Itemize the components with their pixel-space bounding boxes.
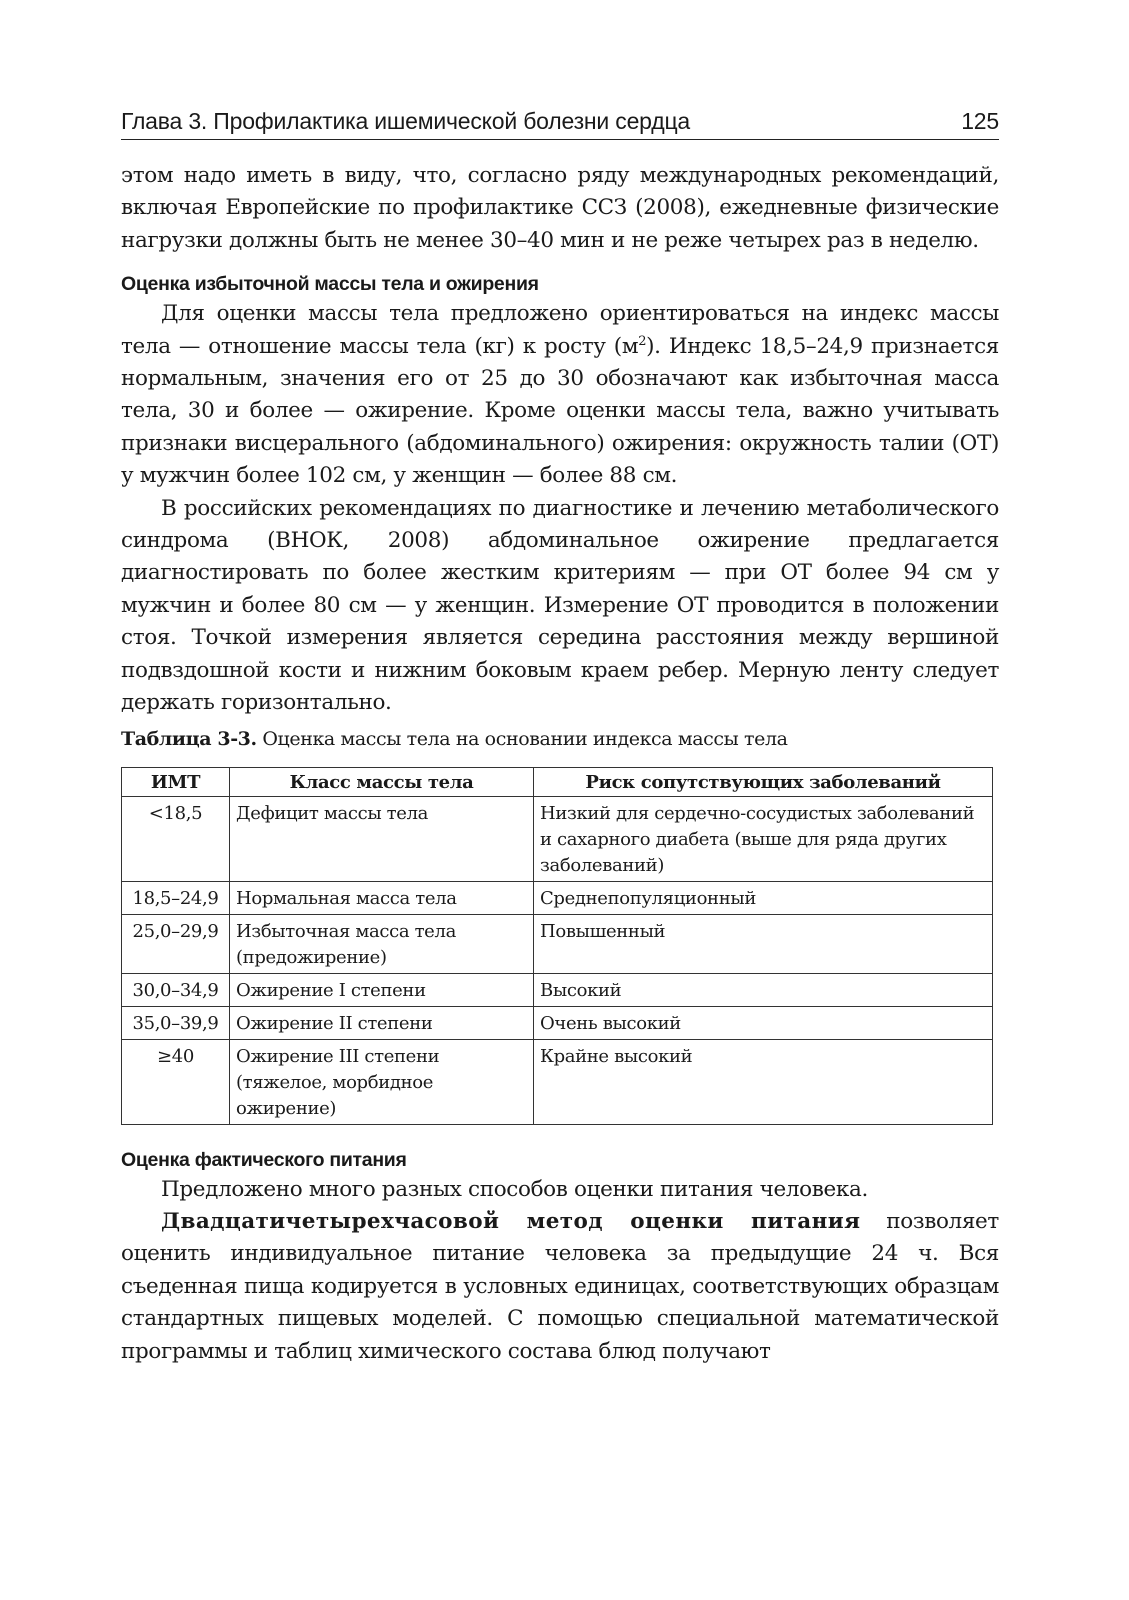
paragraph-bmi-part2: ). Индекс 18,5–24,9 признается нормальным, значения его от 25 до 30 обозначают как избыточная масса тела, 30 и более — ожирение. Кроме оценки массы тела, важно учитывать признаки висцерального (абдоминального) ожирения: окружность талии (ОТ) у мужчин более 102 см, у женщин — более 88 см. [121, 333, 999, 489]
table-row [122, 881, 993, 914]
table-row [122, 1006, 993, 1039]
table-row [122, 796, 993, 881]
header-risk: Риск сопутствующих заболеваний [534, 767, 993, 796]
running-head [121, 108, 999, 140]
paragraph-bmi [121, 298, 999, 492]
section-heading-obesity: Оценка избыточной массы тела и ожирения [121, 273, 539, 296]
table-caption [121, 728, 999, 750]
paragraph-24h-method-text: позволяет оценить индивидуальное питание человека за предыдущие 24 ч. Вся съеденная пища кодируется в условных единицах, соответствующих образцам стандартных пищевых моделей. С помощью специальной математической программы и таблиц химического состава блюд получают [121, 1208, 999, 1364]
cell-bmi: 18,5–24,9 [122, 881, 230, 914]
chapter-title: Глава 3. Профилактика ишемической болезни сердца [121, 108, 691, 134]
cell-bmi: ≥40 [122, 1039, 230, 1124]
table-row [122, 973, 993, 1006]
paragraph-continued: этом надо иметь в виду, что, согласно ряду международных рекомендаций, включая Европейские по профилактике ССЗ (2008), ежедневные физические нагрузки должны быть не менее 30–40 мин и не реже четырех раз в неделю. [121, 163, 999, 253]
superscript-2: 2 [638, 333, 647, 349]
cell-risk: Высокий [534, 973, 993, 1006]
cell-weight-class: Ожирение II степени [230, 1006, 534, 1039]
cell-weight-class: Нормальная масса тела [230, 881, 534, 914]
term-24h-method: Двадцатичетырехчасовой метод оценки питания [161, 1208, 861, 1234]
cell-weight-class: Избыточная масса тела (предожирение) [230, 914, 534, 973]
table-caption-label: Таблица 3-3. [121, 727, 257, 750]
cell-weight-class: Ожирение I степени [230, 973, 534, 1006]
paragraph-nutrition-methods: Предложено много разных способов оценки питания человека. [161, 1176, 868, 1202]
header-weight-class: Класс массы тела [230, 767, 534, 796]
cell-risk: Очень высокий [534, 1006, 993, 1039]
table-row [122, 914, 993, 973]
cell-bmi: <18,5 [122, 796, 230, 881]
table-row [122, 1039, 993, 1124]
cell-bmi: 30,0–34,9 [122, 973, 230, 1006]
section-heading-nutrition: Оценка фактического питания [121, 1148, 407, 1171]
cell-bmi: 35,0–39,9 [122, 1006, 230, 1039]
table-header-row [122, 767, 993, 796]
book-page [121, 108, 999, 1368]
page-number: 125 [961, 108, 999, 134]
paragraph-russian-recommendations: В российских рекомендациях по диагностике и лечению метаболического синдрома (ВНОК, 2008) абдоминальное ожирение предлагается диагностировать по более жестким критериям — при ОТ более 94 см у мужчин и более 80 см — у женщин. Измерение ОТ проводится в положении стоя. Точкой измерения является середина расстояния между вершиной подвздошной кости и нижним боковым краем ребер. Мерную ленту следует держать горизонтально. [121, 495, 999, 716]
cell-bmi: 25,0–29,9 [122, 914, 230, 973]
header-bmi: ИМТ [122, 767, 230, 796]
cell-risk: Крайне высокий [534, 1039, 993, 1124]
paragraph-bmi-part1: Для оценки массы тела предложено ориентироваться на индекс массы тела — отношение массы тела (кг) к росту (м [121, 301, 999, 359]
paragraph-24h-method [121, 1206, 999, 1368]
bmi-table [121, 767, 993, 1125]
cell-risk: Среднепопуляционный [534, 881, 993, 914]
cell-weight-class: Ожирение III степени (тяжелое, морбидное ожирение) [230, 1039, 534, 1124]
cell-risk: Низкий для сердечно-сосудистых заболеваний и сахарного диабета (выше для ряда других заболеваний) [534, 796, 993, 881]
cell-risk: Повышенный [534, 914, 993, 973]
table-caption-text: Оценка массы тела на основании индекса массы тела [256, 727, 788, 750]
cell-weight-class: Дефицит массы тела [230, 796, 534, 881]
